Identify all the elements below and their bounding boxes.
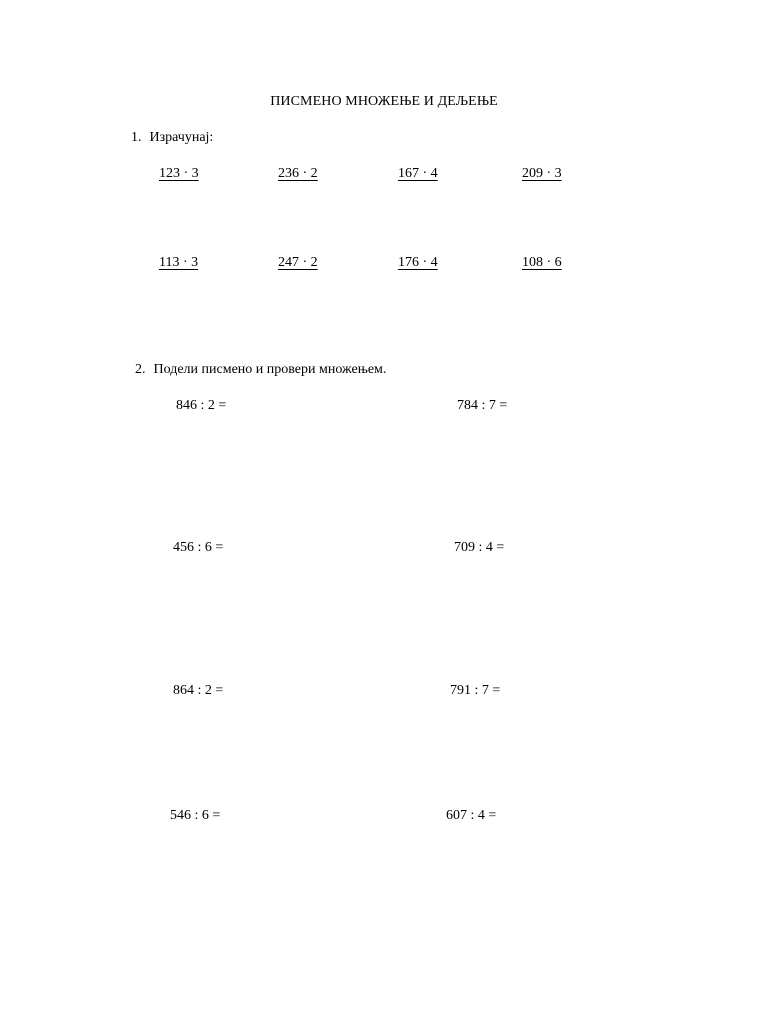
multiplication-problem: 108 · 6 (522, 255, 562, 270)
task-2-label: Подели писмено и провери множењем. (153, 362, 387, 377)
multiplication-problem: 123 · 3 (159, 166, 199, 181)
multiplication-problem: 176 · 4 (398, 255, 438, 270)
task-2-number: 2. (135, 362, 146, 377)
division-problem: 864 : 2 = (173, 683, 224, 698)
multiplication-problem: 247 · 2 (278, 255, 318, 270)
multiplication-problem: 236 · 2 (278, 166, 318, 181)
task-2-heading (135, 362, 386, 378)
division-problem: 709 : 4 = (454, 540, 505, 555)
division-problem: 846 : 2 = (176, 398, 227, 413)
task-1-number: 1. (131, 130, 142, 145)
multiplication-problem: 113 · 3 (159, 255, 199, 270)
division-problem: 456 : 6 = (173, 540, 224, 555)
multiplication-problem: 209 · 3 (522, 166, 562, 181)
page-title: ПИСМЕНО МНОЖЕЊЕ И ДЕЉЕЊЕ (270, 94, 498, 109)
multiplication-problem: 167 · 4 (398, 166, 438, 181)
division-problem: 784 : 7 = (457, 398, 508, 413)
division-problem: 607 : 4 = (446, 808, 497, 823)
task-1-label: Израчунај: (149, 130, 214, 145)
task-1-heading (131, 130, 213, 146)
division-problem: 791 : 7 = (450, 683, 501, 698)
division-problem: 546 : 6 = (170, 808, 221, 823)
